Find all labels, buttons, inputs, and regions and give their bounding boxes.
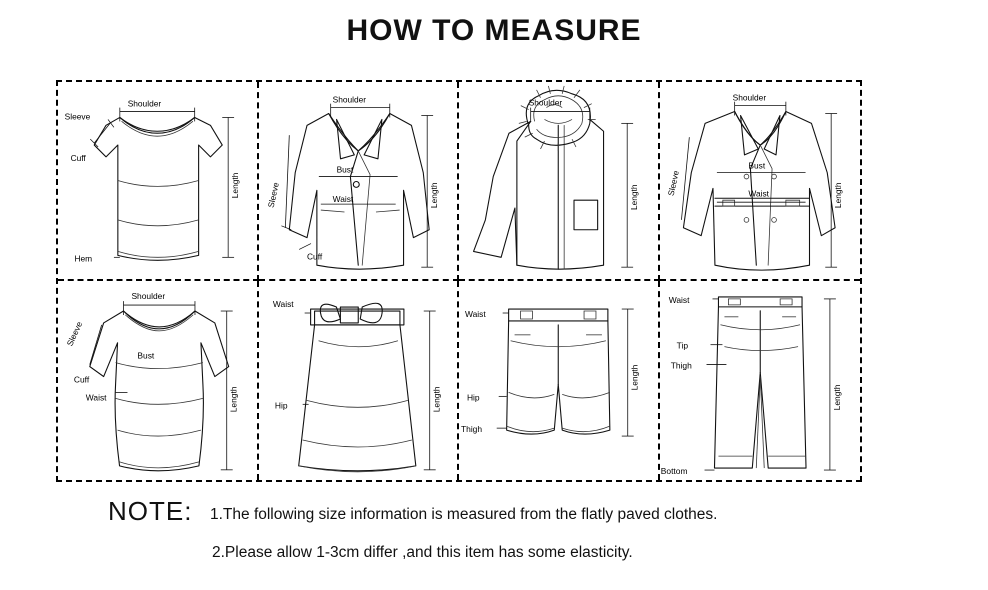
note-line-2: 2.Please allow 1-3cm differ ,and this item has some elasticity. xyxy=(212,544,633,561)
svg-text:Sleeve: Sleeve xyxy=(665,169,681,197)
diagram-cell-blazer xyxy=(259,82,460,281)
labels-fur-hood-coat xyxy=(529,98,639,210)
diagram-cell-shorts xyxy=(459,281,660,480)
svg-text:Length: Length xyxy=(832,182,843,209)
svg-text:Length: Length xyxy=(831,384,842,411)
svg-text:Length: Length xyxy=(228,386,239,413)
labels-tshirt xyxy=(65,99,240,264)
svg-text:Shoulder: Shoulder xyxy=(732,92,766,103)
svg-text:Sleeve: Sleeve xyxy=(64,319,85,348)
svg-text:Hem: Hem xyxy=(74,253,93,264)
note-label: NOTE: xyxy=(108,496,193,526)
svg-text:Waist: Waist xyxy=(332,194,353,205)
svg-text:Length: Length xyxy=(629,184,640,211)
labels-trousers xyxy=(660,295,841,476)
diagram-cell-fur-hood-coat xyxy=(459,82,660,281)
svg-text:Shoulder: Shoulder xyxy=(127,98,162,109)
svg-text:Cuff: Cuff xyxy=(306,251,322,262)
svg-text:Cuff: Cuff xyxy=(70,152,86,163)
svg-text:Cuff: Cuff xyxy=(73,374,90,385)
svg-text:Sleeve: Sleeve xyxy=(265,181,281,209)
svg-text:Length: Length xyxy=(629,364,640,391)
svg-text:Waist: Waist xyxy=(272,299,294,310)
labels-skirt xyxy=(272,299,441,412)
svg-text:Length: Length xyxy=(230,172,241,199)
labels-shorts xyxy=(461,309,640,434)
svg-text:Waist: Waist xyxy=(464,308,486,319)
diagram-cell-bodycon-dress xyxy=(58,281,259,480)
svg-text:Length: Length xyxy=(428,182,439,209)
svg-text:Bottom: Bottom xyxy=(660,466,687,477)
diagram-cell-trousers xyxy=(660,281,861,480)
svg-text:Bust: Bust xyxy=(137,350,155,361)
svg-text:Shoulder: Shoulder xyxy=(332,94,366,105)
svg-text:Length: Length xyxy=(431,386,442,413)
labels-bodycon-dress xyxy=(65,291,239,412)
note-line-1: 1.The following size information is measured from the flatly paved clothes. xyxy=(210,506,718,523)
svg-text:Tip: Tip xyxy=(676,340,688,351)
svg-text:Shoulder: Shoulder xyxy=(528,97,563,108)
measurement-diagram-grid xyxy=(56,80,862,482)
svg-text:Waist: Waist xyxy=(85,392,107,403)
svg-text:Hip: Hip xyxy=(274,400,288,411)
svg-text:Bust: Bust xyxy=(747,160,765,171)
diagram-cell-tshirt xyxy=(58,82,259,281)
page-title: HOW TO MEASURE xyxy=(346,14,642,47)
diagram-cell-trench-coat xyxy=(660,82,861,281)
svg-text:Waist: Waist xyxy=(747,188,769,199)
svg-text:Shoulder: Shoulder xyxy=(131,291,166,302)
svg-text:Bust: Bust xyxy=(336,164,353,175)
diagram-cell-skirt xyxy=(259,281,460,480)
svg-text:Thigh: Thigh xyxy=(460,424,483,435)
svg-text:Thigh: Thigh xyxy=(670,360,692,371)
svg-text:Sleeve: Sleeve xyxy=(64,111,91,122)
svg-text:Hip: Hip xyxy=(466,392,480,403)
svg-text:Waist: Waist xyxy=(668,294,689,305)
